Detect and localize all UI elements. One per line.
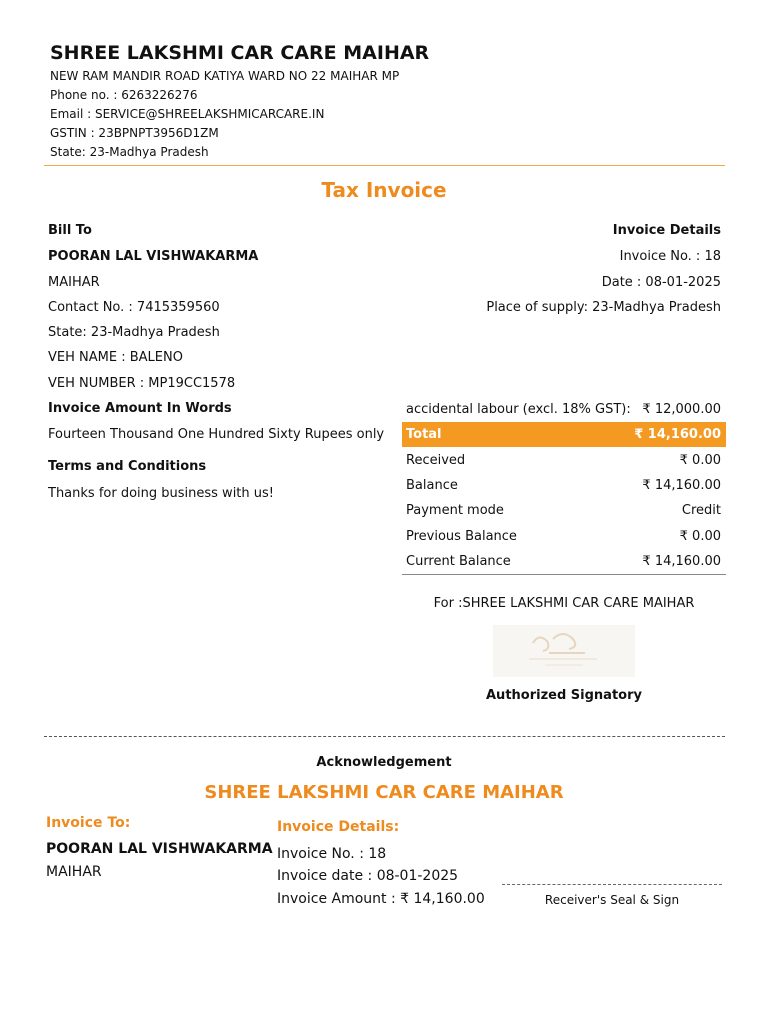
summary-label: Received — [406, 453, 466, 468]
invoice-to-heading: Invoice To: — [46, 815, 131, 831]
signature-image — [493, 625, 635, 677]
cut-line — [44, 736, 725, 737]
bill-to-name: POORAN LAL VISHWAKARMA — [48, 249, 259, 264]
place-of-supply: Place of supply: 23-Madhya Pradesh — [486, 300, 721, 315]
summary-row-previous-balance — [402, 524, 726, 549]
amount-words-heading: Invoice Amount In Words — [48, 401, 232, 416]
summary-label: accidental labour (excl. 18% GST): — [406, 402, 631, 417]
invoice-date: Date : 08-01-2025 — [601, 275, 721, 290]
company-address: NEW RAM MANDIR ROAD KATIYA WARD NO 22 MAIHAR MP — [50, 69, 400, 83]
company-email: Email : SERVICE@SHREELAKSHMICARCARE.IN — [50, 107, 325, 121]
summary-row-payment-mode — [402, 498, 726, 523]
page-title: Tax Invoice — [321, 178, 447, 202]
acknowledgement-heading: Acknowledgement — [316, 755, 452, 770]
bill-to-state: State: 23-Madhya Pradesh — [48, 325, 220, 340]
invoice-number: Invoice No. : 18 — [619, 249, 721, 264]
summary-row-balance — [402, 473, 726, 498]
summary-row-total — [402, 422, 726, 447]
receiver-seal-label: Receiver's Seal & Sign — [544, 893, 680, 907]
bill-to-city: MAIHAR — [48, 275, 100, 290]
company-state: State: 23-Madhya Pradesh — [50, 145, 209, 159]
company-name: SHREE LAKSHMI CAR CARE MAIHAR — [50, 42, 430, 64]
summary-value: ₹ 0.00 — [679, 529, 721, 544]
summary-row-received — [402, 448, 726, 473]
header-divider — [44, 165, 725, 166]
bill-to-contact: Contact No. : 7415359560 — [48, 300, 220, 315]
summary-label: Payment mode — [406, 503, 504, 518]
summary-value: ₹ 12,000.00 — [642, 402, 721, 417]
summary-value: Credit — [681, 503, 721, 518]
company-phone: Phone no. : 6263226276 — [50, 88, 198, 102]
vehicle-name: VEH NAME : BALENO — [48, 350, 183, 365]
summary-label: Previous Balance — [406, 529, 517, 544]
summary-row-current-balance — [402, 549, 726, 575]
summary-value: ₹ 14,160.00 — [642, 554, 721, 569]
invoice-details-heading: Invoice Details — [612, 223, 721, 238]
ack-invoice-amount: Invoice Amount : ₹ 14,160.00 — [277, 891, 485, 907]
ack-invoice-number: Invoice No. : 18 — [277, 846, 387, 862]
acknowledgement-company: SHREE LAKSHMI CAR CARE MAIHAR — [204, 782, 564, 803]
summary-label: Current Balance — [406, 554, 511, 569]
company-gstin: GSTIN : 23BPNPT3956D1ZM — [50, 126, 219, 140]
summary-value: ₹ 14,160.00 — [642, 478, 721, 493]
vehicle-number: VEH NUMBER : MP19CC1578 — [48, 376, 236, 391]
summary-label: Balance — [406, 478, 458, 493]
authorized-signatory: Authorized Signatory — [486, 688, 642, 703]
ack-invoice-date: Invoice date : 08-01-2025 — [277, 868, 459, 884]
bill-to-heading: Bill To — [48, 223, 92, 238]
terms-heading: Terms and Conditions — [48, 459, 207, 474]
amount-words-text: Fourteen Thousand One Hundred Sixty Rupees only — [48, 427, 385, 442]
seal-sign-line — [502, 884, 722, 885]
summary-label: Total — [406, 427, 442, 442]
ack-invoice-details-heading: Invoice Details: — [277, 819, 400, 835]
signatory-for-line: For :SHREE LAKSHMI CAR CARE MAIHAR — [433, 596, 695, 611]
ack-customer-name: POORAN LAL VISHWAKARMA — [46, 841, 273, 857]
terms-text: Thanks for doing business with us! — [48, 486, 274, 501]
summary-value: ₹ 0.00 — [679, 453, 721, 468]
ack-customer-city: MAIHAR — [46, 864, 102, 880]
summary-row-labour — [402, 397, 726, 422]
summary-value: ₹ 14,160.00 — [634, 427, 721, 442]
